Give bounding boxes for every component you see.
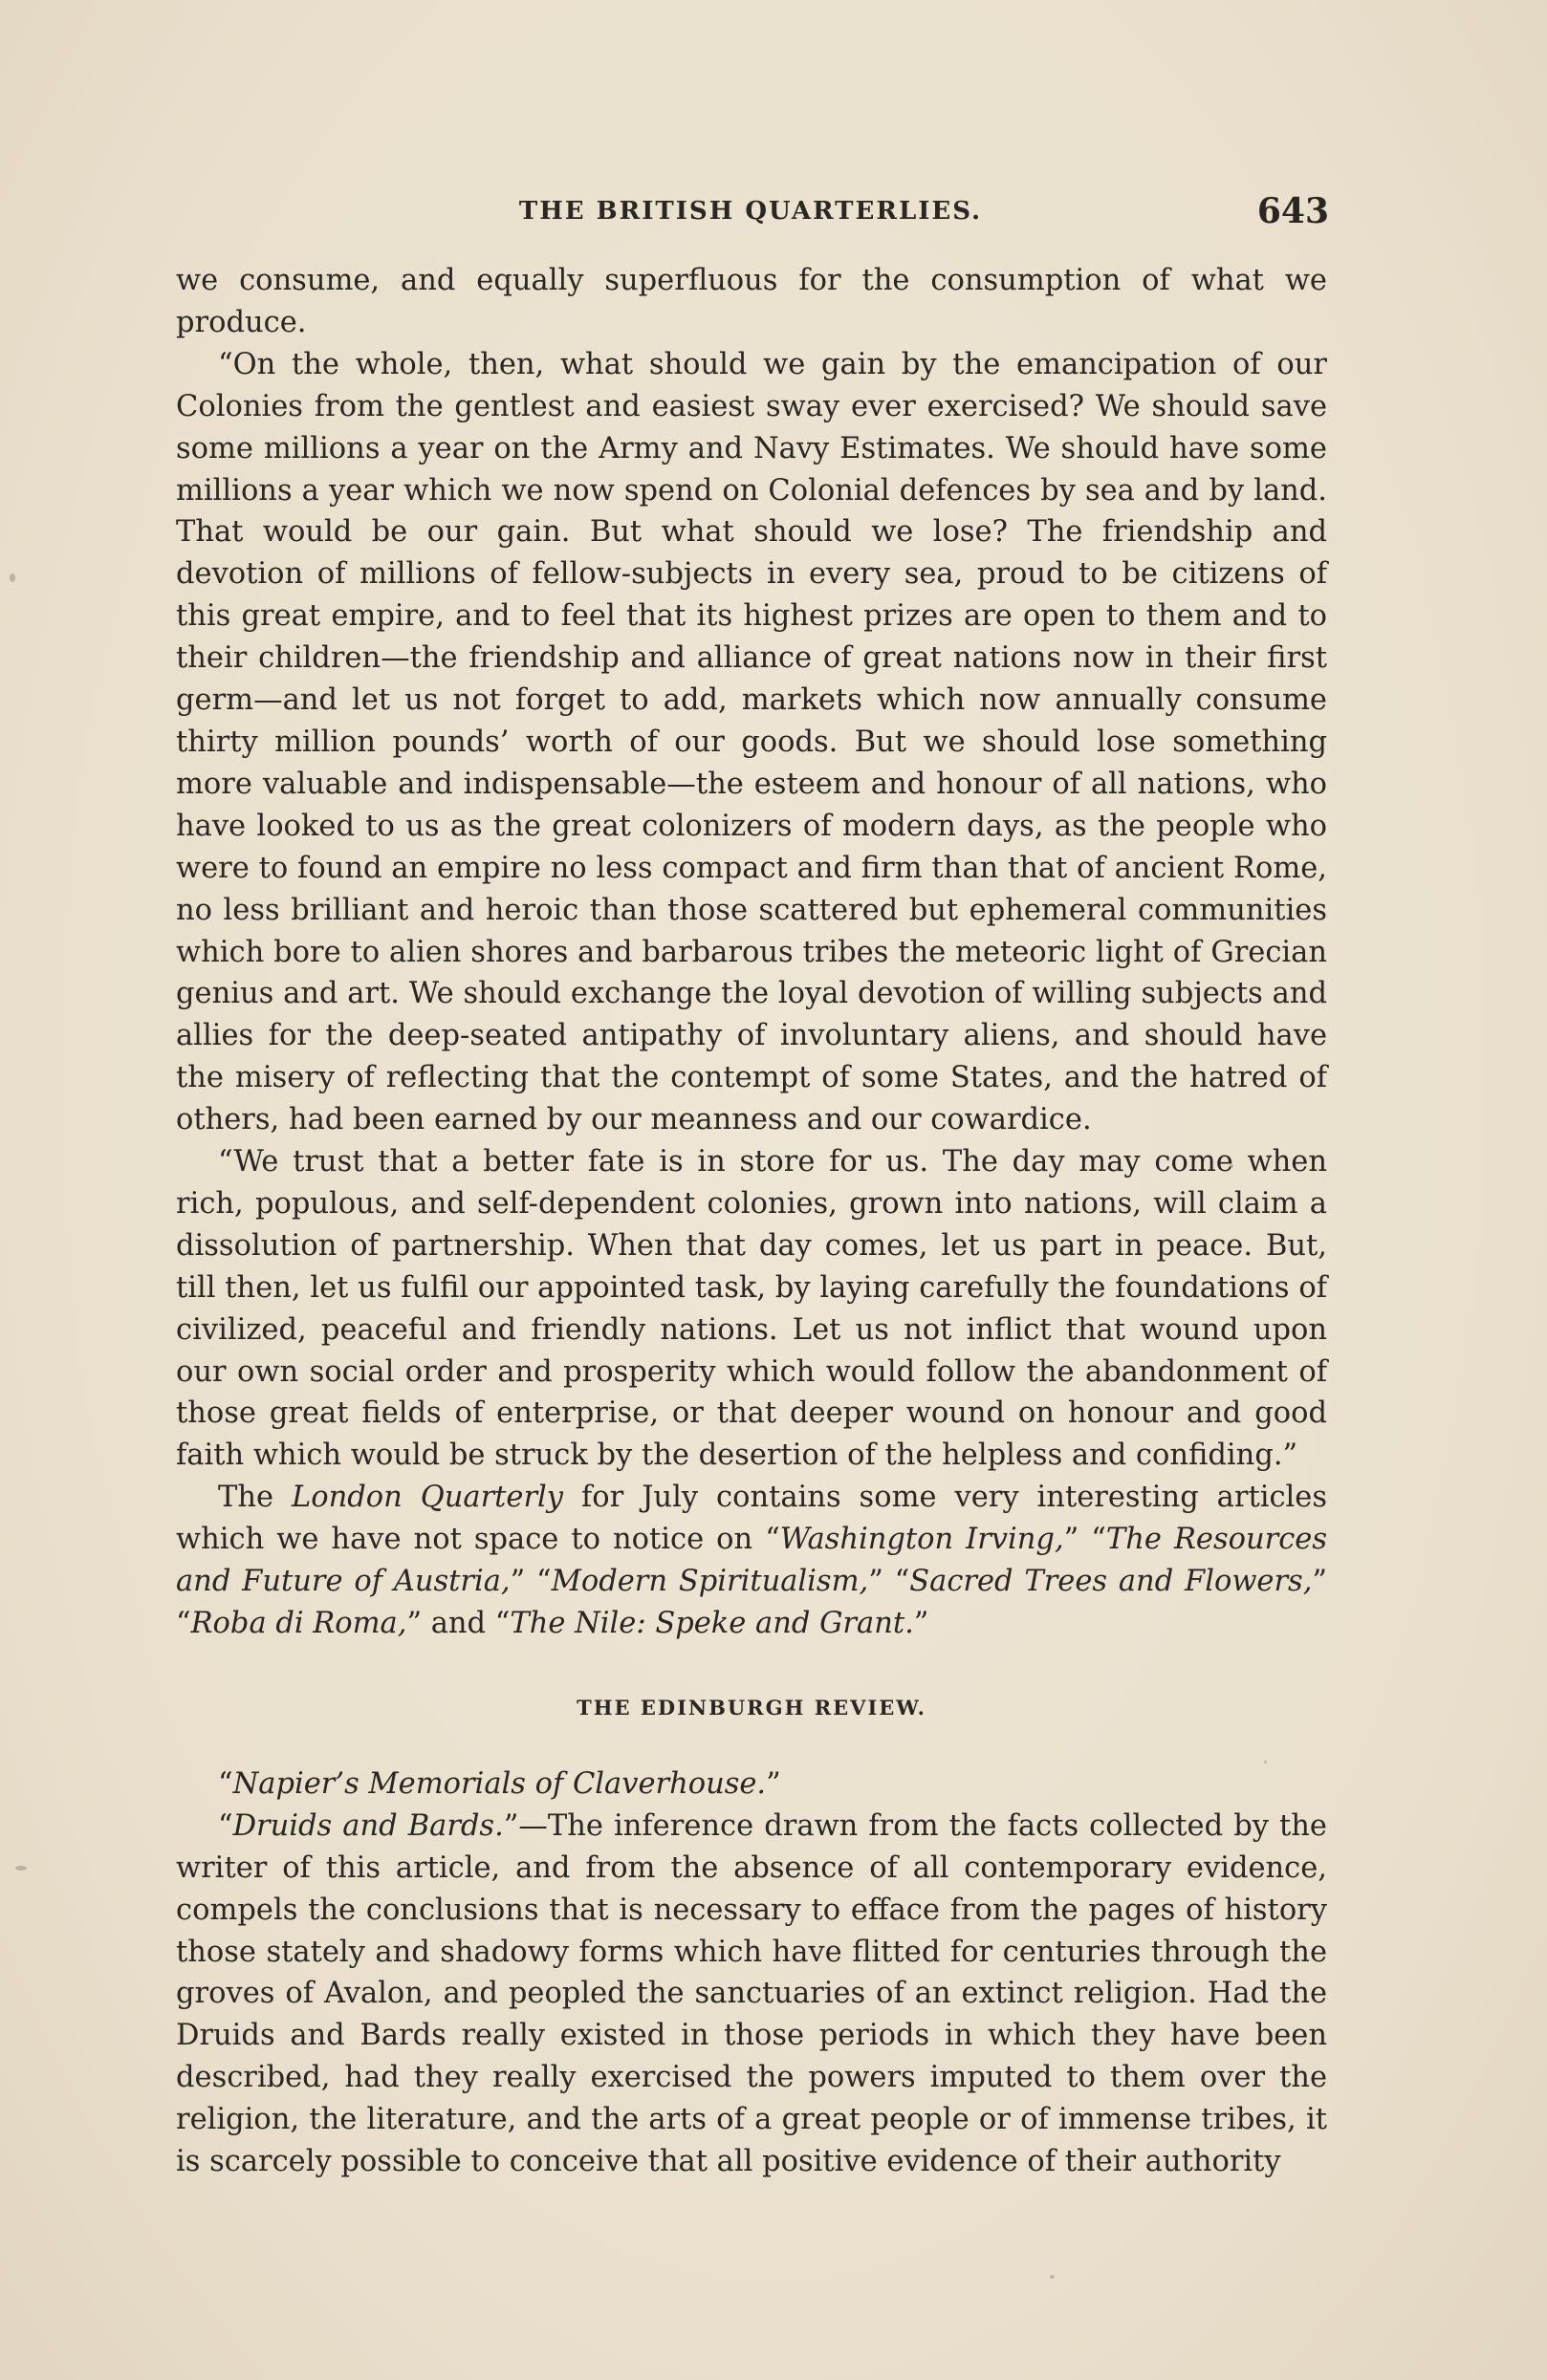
running-head <box>172 191 1329 239</box>
article-title: Druids and Bards. <box>232 1808 504 1843</box>
paper-speck <box>1050 2275 1055 2279</box>
quote-mark: “ <box>218 1808 233 1843</box>
article-title: The Resources and Future of Austria, <box>176 1523 1327 1599</box>
text-run: ”—The inference drawn from the facts collected by the writer of this article, and from the absence of all contemporary evidence, compels the conclusions that is necessary to efface from the pages of history those stately and shadowy forms which have flitted for centuries through the groves of Avalon, and peopled the sanctuaries of an extinct religion. Had the Druids and Bards really existed in those periods in which they have been described, had they really exercised the powers imputed to them over the religion, the literature, and the arts of a great people or of immense tribes, it is scarcely possible to conceive that all positive evidence of their authority <box>176 1808 1327 2179</box>
quote-mark: “ <box>218 1766 233 1801</box>
paper-speck <box>10 573 15 582</box>
text-run: ” <box>913 1607 929 1640</box>
text-run: ” “ <box>1063 1523 1106 1557</box>
article-title: Napier’s Memorials of Claverhouse. <box>232 1766 767 1801</box>
paragraph-druids <box>176 1806 1327 2183</box>
paper-speck <box>1230 1164 1233 1168</box>
paragraph-better-fate: “We trust that a better fate is in store for us. The day may come when rich, populous, and self-dependent colonies, grown into nations, will claim a dissolution of partnership. When that day comes, let us part in peace. But, till then, let us fulfil our appointed task, by laying carefully the foundations of civilized, peaceful and friendly nations. Let us not inflict that wound upon our own social order and prosperity which would follow the abandonment of those great fields of enterprise, or that deeper wound on honour and good faith which would be struck by the desertion of the helpless and confiding.” <box>176 1145 1327 1473</box>
text-run: ” “ <box>510 1565 552 1599</box>
quote-mark: ” <box>766 1766 781 1801</box>
running-title: THE BRITISH QUARTERLIES. <box>518 197 983 226</box>
paper-speck <box>1264 1761 1267 1763</box>
text-run: ” and “ <box>406 1607 511 1640</box>
paragraph-continuation: we consume, and equally superfluous for the consumption of what we produce. <box>176 264 1327 339</box>
article-title: The Nile: Speke and Grant. <box>510 1607 914 1640</box>
journal-title: London Quarterly <box>292 1481 564 1515</box>
section-title: THE EDINBURGH REVIEW. <box>577 1695 926 1720</box>
text-run: The <box>218 1481 292 1515</box>
paragraph-napier <box>176 1763 1327 1806</box>
page-number: 643 <box>1256 191 1329 231</box>
paper-speck <box>15 1866 27 1871</box>
body-text <box>176 260 1327 2183</box>
article-title: Sacred Trees and Flowers, <box>909 1565 1313 1599</box>
text-run: for July contains some very interesting articles which we have not space to notice on “ <box>176 1481 1327 1557</box>
article-title: Washington Irving, <box>779 1523 1064 1557</box>
text-run: ” “ <box>176 1565 1327 1640</box>
paragraph-london-quarterly <box>176 1477 1327 1645</box>
article-title: Roba di Roma, <box>190 1607 407 1640</box>
article-title: Modern Spiritualism, <box>551 1565 869 1599</box>
text-run: ” “ <box>868 1565 910 1599</box>
paragraph-emancipation: “On the whole, then, what should we gain by the emancipation of our Colonies from the gentlest and easiest sway ever exercised? We should save some millions a year on the Army and Navy Estimates. We should have some millions a year which we now spend on Colonial defences by sea and by land. That would be our gain. But what should we lose? The friendship and devotion of millions of fellow-subjects in every sea, proud to be citizens of this great empire, and to feel that its highest prizes are open to them and to their children—the friendship and alliance of great nations now in their first germ—and let us not forget to add, markets which now annually consume thirty million pounds’ worth of our goods. But we should lose something more valuable and indispensable—the esteem and honour of all nations, who have looked to us as the great colonizers of modern days, as the people who were to found an empire no less compact and firm than that of ancient Rome, no less brilliant and heroic than those scattered but ephemeral communities which bore to alien shores and barbarous tribes the meteoric light of Grecian genius and art. We should exchange the loyal devotion of willing subjects and allies for the deep-seated antipathy of involuntary aliens, and should have the misery of reflecting that the contempt of some States, and the hatred of others, had been earned by our meanness and our cowardice. <box>176 347 1327 1137</box>
